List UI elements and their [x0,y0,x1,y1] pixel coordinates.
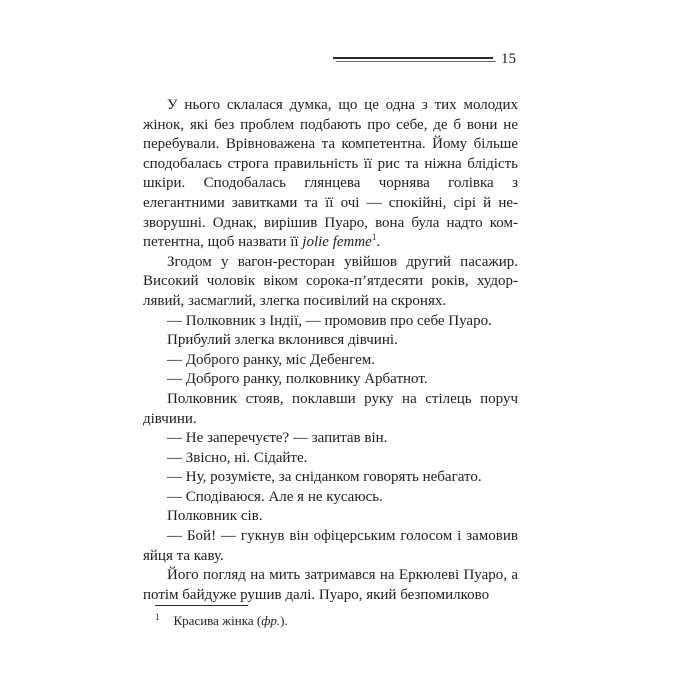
footnote-reference[interactable]: 1 [371,232,377,243]
paragraph: Його погляд на мить затримався на Еркюлеві Пуаро, а потім байдуже рушив далі. Пуаро, який безпомилково [143,567,518,603]
paragraph: Полковник стояв, поклавши руку на стілець поруч дівчини. [143,390,518,427]
body-text [143,96,518,605]
dialogue-line: — Ну, розумієте, за сніданком говорять небагато. [167,469,482,486]
sentence-period: . [376,234,381,251]
paragraph [143,96,518,253]
page-header [0,0,700,80]
dialogue-line: — Сподіваюся. Але я не кусаюсь. [167,488,383,505]
footnote-abbrev: фр. [261,613,281,628]
footnote-text-after: ). [280,613,288,628]
dialogue-line: — Звісно, ні. Сідайте. [167,449,308,466]
header-rule [333,57,493,59]
paragraph: Полковник сів. [167,508,263,525]
footnote-divider [155,605,248,606]
page-number: 15 [501,51,516,67]
dialogue-line: — Доброго ранку, полковнику Арбатнот. [167,371,428,388]
dialogue-line: — Доброго ранку, міс Дебенгем. [167,351,376,368]
foreign-phrase: jolie femme [302,234,372,251]
footnote-text-before: Красива жінка ( [173,613,262,628]
paragraph: Згодом у вагон-ресторан увійшов другий пасажир. Високий чоловік віком сорока-п’ятдесяти років, худорлявий, засмаглий, злегка посивілий на скронях. [143,253,518,309]
paragraph: Прибулий злегка вклонився дівчині. [167,332,398,349]
footnote [155,612,505,629]
dialogue-line: — Полковник з Індії, — промовив про себе Пуаро. [167,312,492,329]
paragraph-text: У нього склалася думка, що це одна з тих молодих жінок, які без проблем подбають про себе, де б вони не перебували. Врівноважена та компетентна. Йому більше сподобалась строга правильність її рис та ніжна блідість шкіри. Сподобалась глянцева чорнява голівка з елегантними завитками та її очі — спокійні, сірі й незворушні. Однак, вирішив Пуаро, вона була надто компетентна, щоб назвати її [143,97,518,251]
header-rule-thin [336,61,496,62]
dialogue-line: — Бой! — гукнув він офіцерським голосом і замовив яйця та каву. [143,528,518,564]
footnote-mark: 1 [155,611,160,622]
dialogue-line: — Не заперечуєте? — запитав він. [167,430,388,447]
